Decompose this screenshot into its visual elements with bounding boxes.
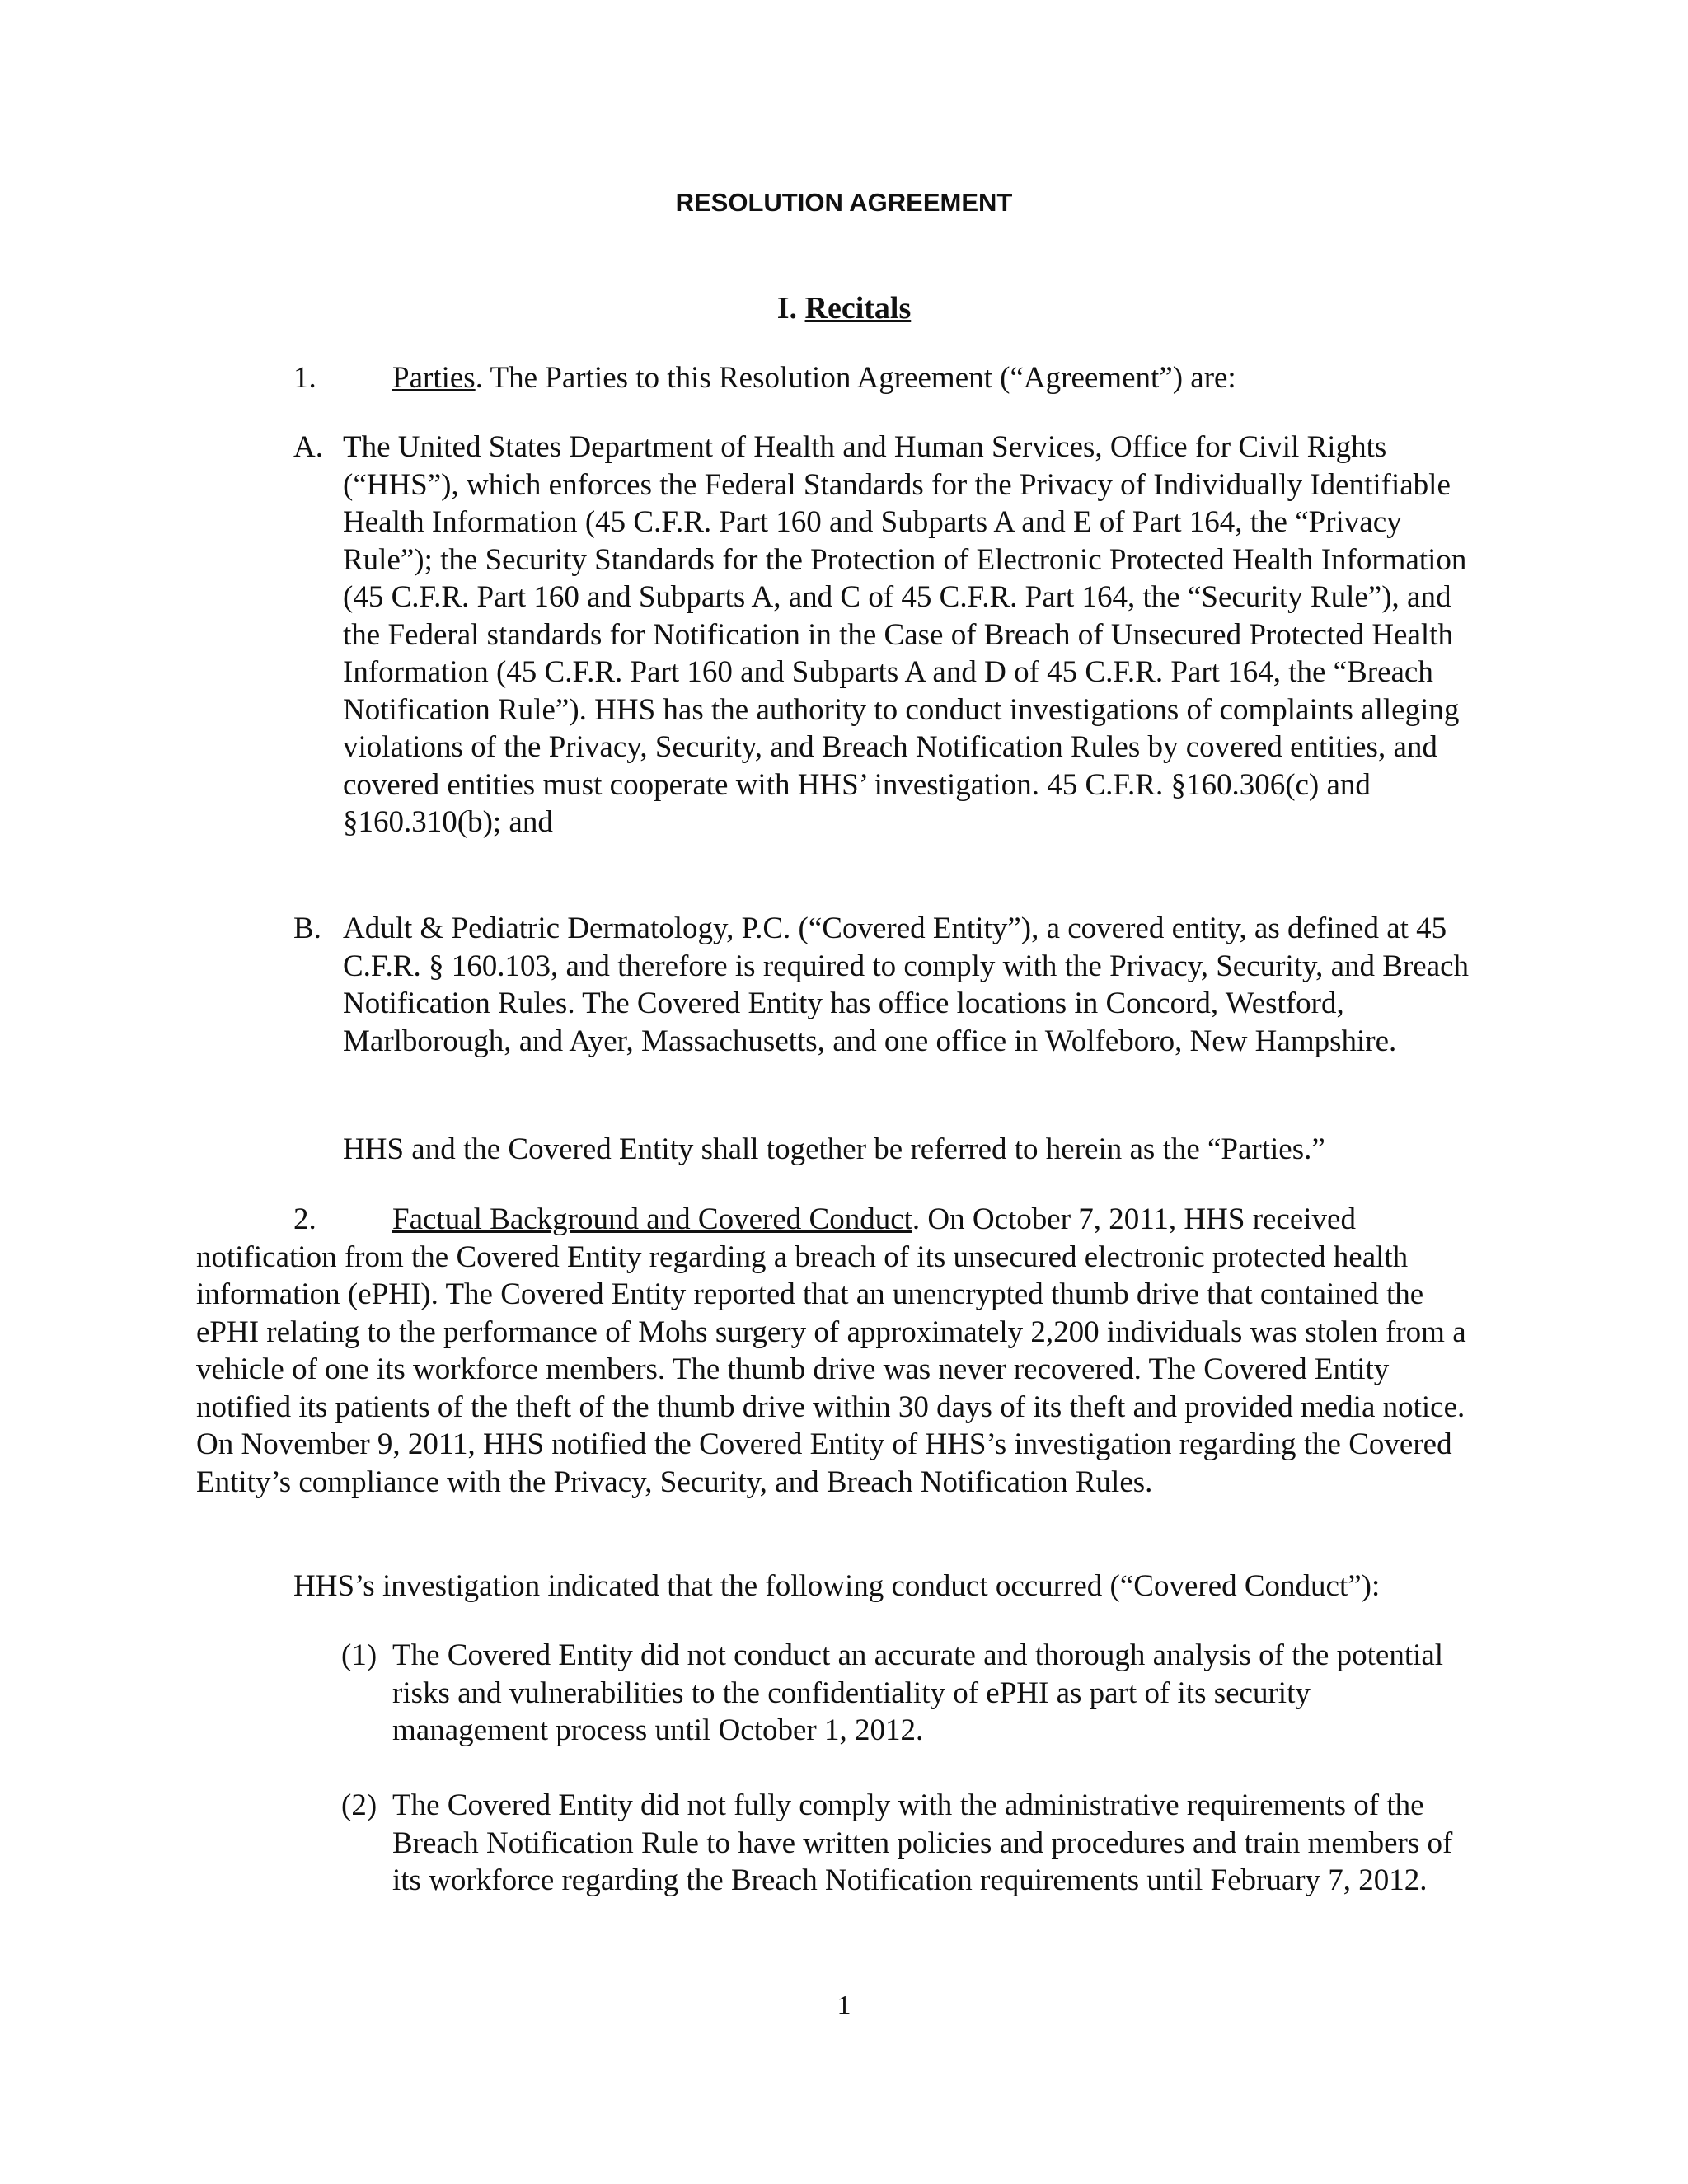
- conduct-item-1: [341, 1637, 1462, 1750]
- document-title: RESOLUTION AGREEMENT: [675, 188, 1013, 217]
- background-label: Factual Background and Covered Conduct: [392, 1202, 912, 1236]
- parties-label: Parties: [392, 361, 476, 395]
- party-item-b: [293, 910, 1472, 1060]
- paragraph-number-2: 2.: [293, 1202, 316, 1236]
- party-item-a: [293, 429, 1472, 841]
- item-label-b: B.: [293, 912, 321, 945]
- parties-intro-text: . The Parties to this Resolution Agreement (“Agreement”) are:: [475, 361, 1236, 395]
- conduct-item-text-2: The Covered Entity did not fully comply with the administrative requirements of the Breach Notification Rule to have written policies and procedures and train members of its workforce regarding the Breach Notification requirements until February 7, 2012.: [392, 1788, 1453, 1897]
- section-numeral: I.: [776, 291, 798, 326]
- parties-paragraph: [293, 359, 1236, 397]
- item-label-a: A.: [293, 430, 323, 464]
- item-text-a: The United States Department of Health and Human Services, Office for Civil Rights (“HHS”), which enforces the Federal Standards for the Privacy of Individually Identifiable Health Information (45 C.F.R. Part 160 and Subparts A and E of Part 164, the “Privacy Rule”); the Security Standards for the Protection of Electronic Protected Health Information (45 C.F.R. Part 160 and Subparts A, and C of 45 C.F.R. Part 164, the “Security Rule”), and the Federal standards for Notification in the Case of Breach of Unsecured Protected Health Information (45 C.F.R. Part 160 and Subparts A and D of 45 C.F.R. Part 164, the “Breach Notification Rule”). HHS has the authority to conduct investigations of complaints alleging violations of the Privacy, Security, and Breach Notification Rules by covered entities, and covered entities must cooperate with HHS’ investigation. 45 C.F.R. §160.306(c) and §160.310(b); and: [343, 430, 1467, 839]
- section-heading: [0, 290, 1688, 326]
- covered-conduct-intro: HHS’s investigation indicated that the following conduct occurred (“Covered Conduct”):: [293, 1569, 1381, 1603]
- conduct-item-label-1: (1): [341, 1638, 377, 1672]
- page-number: 1: [837, 1990, 851, 2021]
- paragraph-number: 1.: [293, 361, 316, 395]
- item-text-b: Adult & Pediatric Dermatology, P.C. (“Covered Entity”), a covered entity, as defined at 45 C.F.R. § 160.103, and therefore is required to comply with the Privacy, Security, and Breach Notification Rules. The Covered Entity has office locations in Concord, Westford, Marlborough, and Ayer, Massachusetts, and one office in Wolfeboro, New Hampshire.: [343, 912, 1470, 1058]
- conduct-item-label-2: (2): [341, 1788, 377, 1822]
- background-paragraph-body: [196, 1201, 1474, 1501]
- conduct-item-2: [341, 1787, 1462, 1900]
- section-title: Recitals: [804, 291, 912, 326]
- parties-together-text: HHS and the Covered Entity shall together be referred to herein as the “Parties.”: [343, 1132, 1325, 1166]
- conduct-item-text-1: The Covered Entity did not conduct an accurate and thorough analysis of the potential risks and vulnerabilities to the confidentiality of ePHI as part of its security management process until October 1, 2012.: [392, 1638, 1444, 1747]
- background-text: . On October 7, 2011, HHS received notification from the Covered Entity regarding a breach of its unsecured electronic protected health information (ePHI). The Covered Entity reported that an unencrypted thumb drive that contained the ePHI relating to the performance of Mohs surgery of approximately 2,200 individuals was stolen from a vehicle of one its workforce members. The thumb drive was never recovered. The Covered Entity notified its patients of the theft of the thumb drive within 30 days of its theft and provided media notice. On November 9, 2011, HHS notified the Covered Entity of HHS’s investigation regarding the Covered Entity’s compliance with the Privacy, Security, and Breach Notification Rules.: [196, 1202, 1466, 1499]
